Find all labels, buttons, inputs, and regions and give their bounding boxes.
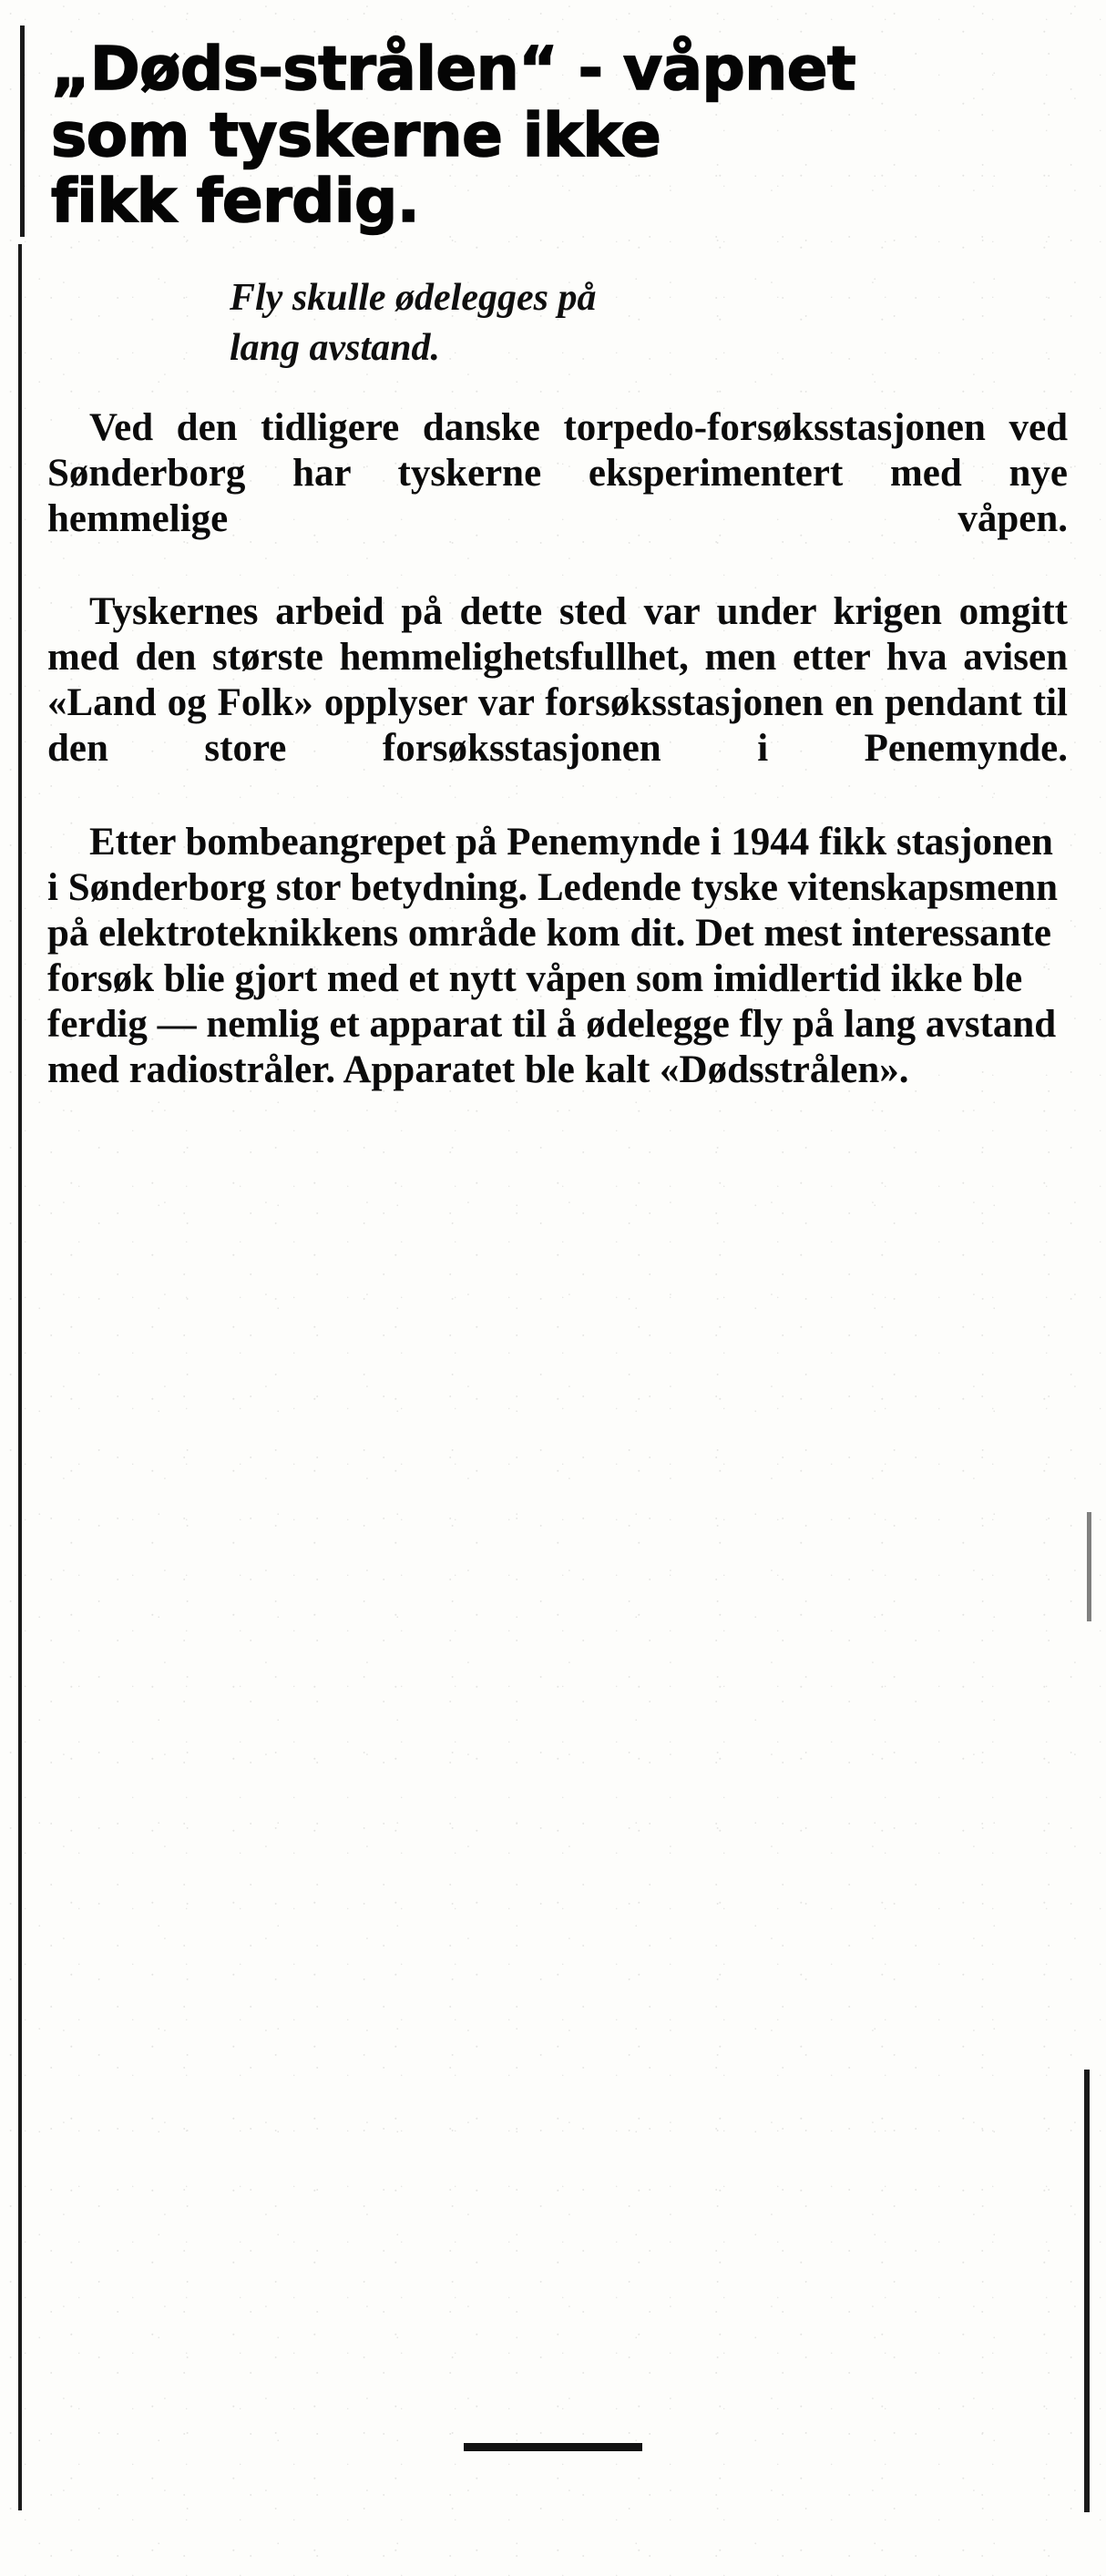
column-rule-left-top	[20, 26, 25, 237]
subhead-line-2: lang avstand.	[230, 327, 441, 370]
headline-line-3: fikk ferdig.	[51, 166, 420, 237]
column-rule-right-upper	[1087, 1512, 1091, 1621]
column-rule-left-body	[18, 244, 22, 2510]
article-body	[47, 405, 1068, 1093]
article-content	[47, 36, 1068, 1095]
article-paragraph: Tyskernes arbeid på dette sted var under krigen omgitt med den største hemmelighetsfullhet, men etter hva avisen «Land og Folk» opplyser var forsøksstasjonen en pendant til den store forsøksstasjonen i Penemynde.	[47, 590, 1068, 771]
article-paragraph: Etter bombeangrepet på Penemynde i 1944 fikk stasjonen i Sønderborg stor betydning. Ledende tyske vitenskapsmenn på elektroteknikkens område kom dit. Det mest interessante forsøk blie gjort med et nytt våpen som imidlertid ikke ble ferdig — nemlig et apparat til å ødelegge fly på lang avstand med radiostråler. Apparatet ble kalt «Dødsstrålen».	[47, 820, 1059, 1091]
end-ornament-rule	[464, 2443, 642, 2451]
end-ornament-container	[0, 2443, 1106, 2451]
article-headline	[47, 36, 1068, 235]
subhead-line-1: Fly skulle ødelegges på	[230, 276, 597, 319]
article-subhead	[47, 273, 1068, 374]
article-paragraph: Ved den tidligere danske torpedo-forsøksstasjonen ved Sønderborg har tyskerne eksperimentert med nye hemmelige våpen.	[47, 405, 1068, 540]
headline-line-2: som tyskerne ikke	[51, 99, 661, 170]
headline-line-1: „Døds-strålen“ - våpnet	[51, 34, 856, 104]
